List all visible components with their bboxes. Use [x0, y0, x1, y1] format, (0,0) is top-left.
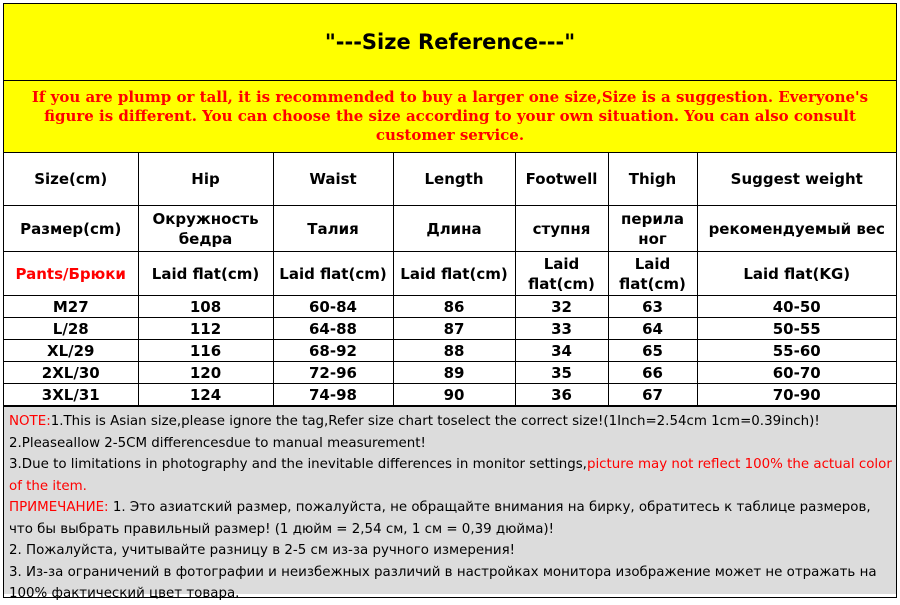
- header-cell-ru: Размер(cm): [4, 206, 138, 252]
- note-label: NOTE:: [9, 414, 51, 429]
- note-3: [9, 454, 892, 497]
- header-cell-ru: Талия: [273, 206, 393, 252]
- footwell-cell: 33: [515, 318, 608, 340]
- waist-cell: 60-84: [273, 296, 393, 318]
- weight-cell: 40-50: [697, 296, 896, 318]
- header-cell-ru: Окружность бедра: [138, 206, 273, 252]
- header-cell: Hip: [138, 153, 273, 206]
- hip-cell: 120: [138, 362, 273, 384]
- unit-cell: Laid flat(cm): [138, 252, 273, 296]
- table-row: [4, 362, 896, 384]
- unit-cell: Laid flat(cm): [608, 252, 697, 296]
- header-cell-ru: перила ног: [608, 206, 697, 252]
- header-cell: Footwell: [515, 153, 608, 206]
- note-ru-3: 3. Из-за ограничений в фотографии и неизбежных различий в настройках монитора изображение может не отражать на 100% фактический цвет товара.: [9, 564, 877, 601]
- size-cell: M27: [4, 296, 138, 318]
- length-cell: 90: [393, 384, 515, 406]
- footwell-cell: 32: [515, 296, 608, 318]
- length-cell: 86: [393, 296, 515, 318]
- table-row: [4, 296, 896, 318]
- hip-cell: 108: [138, 296, 273, 318]
- length-cell: 89: [393, 362, 515, 384]
- footwell-cell: 35: [515, 362, 608, 384]
- table-row: [4, 318, 896, 340]
- weight-cell: 60-70: [697, 362, 896, 384]
- hip-cell: 124: [138, 384, 273, 406]
- size-cell: XL/29: [4, 340, 138, 362]
- thigh-cell: 63: [608, 296, 697, 318]
- weight-cell: 70-90: [697, 384, 896, 406]
- note-1-text: 1.This is Asian size,please ignore the tag,Refer size chart toselect the correct size!(1Inch=2.54cm 1cm=0.39inch)!: [50, 414, 820, 429]
- unit-cell: Laid flat(cm): [273, 252, 393, 296]
- length-cell: 87: [393, 318, 515, 340]
- note-3-text: 3.Due to limitations in photography and the inevitable differences in monitor settings,: [9, 457, 587, 472]
- hip-cell: 116: [138, 340, 273, 362]
- thigh-cell: 67: [608, 384, 697, 406]
- header-cell: Suggest weight: [697, 153, 896, 206]
- header-cell-ru: рекомендуемый вес: [697, 206, 896, 252]
- weight-cell: 55-60: [697, 340, 896, 362]
- table-row: [4, 340, 896, 362]
- size-chart: [3, 3, 897, 601]
- thigh-cell: 64: [608, 318, 697, 340]
- category-label: Pants/Брюки: [4, 252, 138, 296]
- header-cell-ru: Длина: [393, 206, 515, 252]
- waist-cell: 74-98: [273, 384, 393, 406]
- footwell-cell: 34: [515, 340, 608, 362]
- waist-cell: 68-92: [273, 340, 393, 362]
- header-cell: Size(cm): [4, 153, 138, 206]
- header-cell: Waist: [273, 153, 393, 206]
- note-ru-1-text: 1. Это азиатский размер, пожалуйста, не обращайте внимания на бирку, обратитесь к таблице размеров, что бы выбрать правильный размер! (1 дюйм = 2,54 см, 1 см = 0,39 дюйма)!: [9, 500, 871, 537]
- page-title: "---Size Reference---": [4, 4, 896, 81]
- length-cell: 88: [393, 340, 515, 362]
- footwell-cell: 36: [515, 384, 608, 406]
- unit-cell: Laid flat(cm): [393, 252, 515, 296]
- note-1: [9, 411, 892, 433]
- waist-cell: 64-88: [273, 318, 393, 340]
- size-table: [4, 153, 896, 406]
- table-header-row: [4, 153, 896, 206]
- note-ru-2: 2. Пожалуйста, учитывайте разницу в 2-5 см из-за ручного измерения!: [9, 543, 515, 558]
- header-cell: Length: [393, 153, 515, 206]
- size-cell: 3XL/31: [4, 384, 138, 406]
- header-cell: Thigh: [608, 153, 697, 206]
- note-2: 2.Pleaseallow 2-5CM differencesdue to manual measurement!: [9, 435, 426, 451]
- table-unit-row: [4, 252, 896, 296]
- note-ru-1: [9, 497, 892, 540]
- note-3-warning: picture may not reflect 100% the actual color of the item.: [9, 457, 892, 494]
- hip-cell: 112: [138, 318, 273, 340]
- notes-panel: [4, 406, 896, 601]
- note-label-ru: ПРИМЕЧАНИЕ:: [9, 500, 109, 515]
- size-cell: L/28: [4, 318, 138, 340]
- thigh-cell: 65: [608, 340, 697, 362]
- unit-cell: Laid flat(KG): [697, 252, 896, 296]
- size-cell: 2XL/30: [4, 362, 138, 384]
- unit-cell: Laid flat(cm): [515, 252, 608, 296]
- table-header-row-russian: [4, 206, 896, 252]
- weight-cell: 50-55: [697, 318, 896, 340]
- size-advice-notice: If you are plump or tall, it is recommended to buy a larger one size,Size is a suggestion. Everyone's figure is different. You can choose the size according to your own situation. You can also consult customer service.: [4, 81, 896, 153]
- header-cell-ru: ступня: [515, 206, 608, 252]
- waist-cell: 72-96: [273, 362, 393, 384]
- thigh-cell: 66: [608, 362, 697, 384]
- table-row: [4, 384, 896, 406]
